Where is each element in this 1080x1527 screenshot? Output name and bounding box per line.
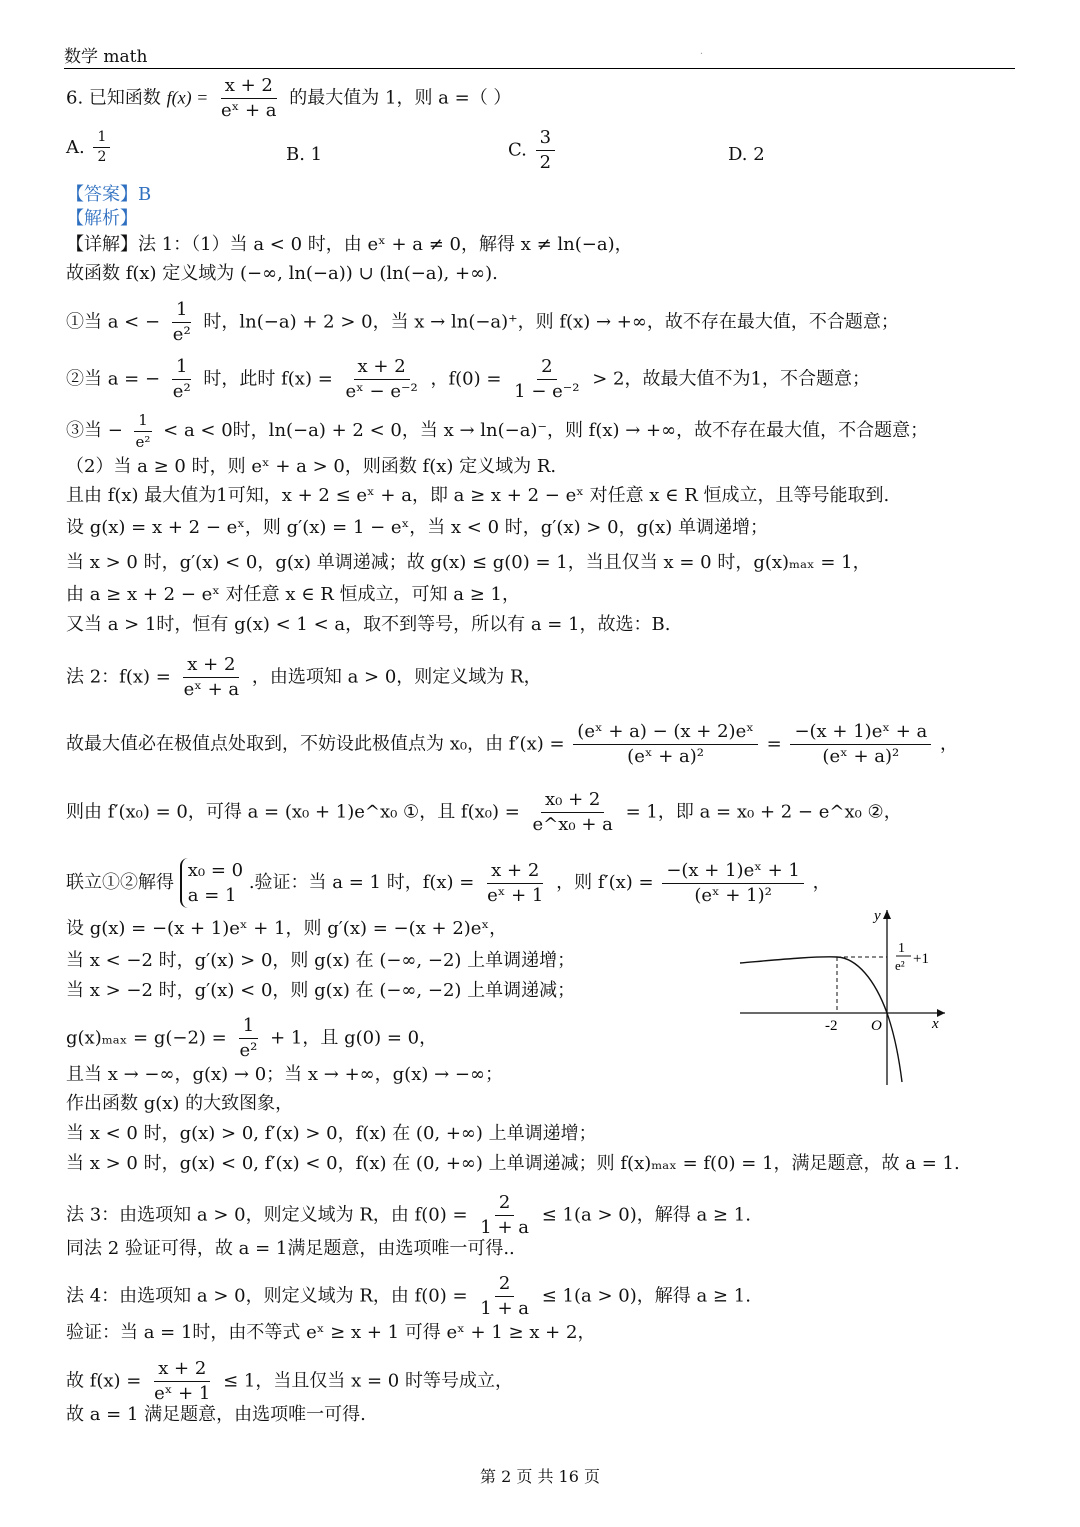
line-part: 法 4：由选项知 a > 0，则定义域为 R，由 f(0) = (66, 1285, 468, 1307)
frac-num: 1 (172, 300, 191, 323)
solution-line (66, 1016, 437, 1061)
solution-line (66, 1193, 751, 1238)
frac-den: (eˣ + a)² (822, 745, 900, 767)
line-part: 则由 f′(x₀) = 0，可得 a = (x₀ + 1)e^x₀ ①，且 f(x₀) = (66, 801, 520, 823)
frac-num: x + 2 (154, 1359, 210, 1382)
frac-num: −(x + 1)eˣ + 1 (662, 861, 804, 884)
line-part: > 2，故最大值不为1，不合题意； (592, 368, 870, 390)
inline-fraction (529, 790, 617, 835)
frac-den: e² (172, 323, 191, 345)
solution-line: 同法 2 验证可得，故 a = 1满足题意，由选项唯一可得.. (66, 1238, 515, 1259)
frac-den: 1 + a (480, 1297, 530, 1319)
inline-fraction (476, 1193, 533, 1238)
answer-text: 【答案】B (66, 184, 152, 205)
frac-num: x₀ + 2 (541, 790, 604, 813)
line-part: 故最大值必在极值点处取到，不妨设此极值点为 x₀，由 f′(x) = (66, 733, 565, 755)
frac-num: x + 2 (487, 861, 543, 884)
tick-label-minus-2: -2 (825, 1018, 838, 1034)
frac-num: −(x + 1)eˣ + a (790, 722, 931, 745)
comma: ， (812, 872, 831, 894)
solution-line: 当 x < 0 时，g(x) > 0, f′(x) > 0，f(x) 在 (0, +∞) 上单调递增； (66, 1123, 597, 1144)
system-eq: a = 1 (187, 885, 237, 907)
frac-num: 1 (93, 130, 110, 148)
line-part: ≤ 1(a > 0)，解得 a ≥ 1. (541, 1204, 751, 1226)
solution-line: 当 x < −2 时，g′(x) > 0，则 g(x) 在 (−∞, −2) 上单调递增； (66, 950, 576, 971)
peak-den: e² (895, 958, 905, 973)
frac-num: 2 (537, 357, 556, 380)
option-label: A. (66, 136, 85, 158)
line-part: 时，ln(−a) + 2 > 0，当 x → ln(−a)⁺，则 f(x) → +∞，故不存在最大值，不合题意； (203, 311, 899, 333)
header-mark: . (699, 46, 703, 57)
frac-den: eˣ − e⁻² (345, 380, 418, 402)
frac-den: 1 + a (480, 1216, 530, 1238)
option-b: B. 1 (286, 144, 323, 165)
solution-line (66, 722, 958, 767)
solution-line: 作出函数 g(x) 的大致图象， (66, 1093, 294, 1114)
solution-line: 且当 x → −∞，g(x) → 0；当 x → +∞，g(x) → −∞； (66, 1064, 503, 1085)
frac-num: x + 2 (354, 357, 410, 380)
analysis-tag: 【解析】 (66, 208, 138, 229)
option-d: D. 2 (728, 144, 765, 165)
y-axis-label: y (874, 908, 881, 924)
question-stem (66, 76, 511, 121)
solution-line (66, 357, 870, 402)
line-part: < a < 0时，ln(−a) + 2 < 0，当 x → ln(−a)⁻，则 f(x) → +∞，故不存在最大值，不合题意； (163, 420, 929, 441)
line-part: ≤ 1，当且仅当 x = 0 时等号成立， (223, 1370, 513, 1392)
line-part: 法 3：由选项知 a > 0，则定义域为 R，由 f(0) = (66, 1204, 468, 1226)
solution-line: 【详解】法 1：（1）当 a < 0 时，由 eˣ + a ≠ 0，解得 x ≠ ln(−a)， (66, 234, 633, 255)
frac-den: e^x₀ + a (532, 813, 613, 835)
inline-fraction (236, 1016, 262, 1061)
origin-label: O (871, 1018, 882, 1034)
inline-fraction (180, 655, 244, 700)
inline-fraction (342, 357, 422, 402)
frac-num: x + 2 (221, 76, 277, 99)
equation-system (180, 858, 243, 908)
solution-line: 故 a = 1 满足题意，由选项唯一可得. (66, 1404, 366, 1425)
frac-den: eˣ + 1 (154, 1382, 211, 1404)
peak-plus: +1 (913, 951, 929, 967)
solution-line: 当 x > 0 时，g′(x) < 0，g(x) 单调递减；故 g(x) ≤ g(0) = 1，当且仅当 x = 0 时，g(x)ₘₐₓ = 1， (66, 552, 871, 573)
inline-fraction (790, 722, 931, 767)
page-header (64, 42, 1015, 69)
option-c (508, 128, 558, 173)
option-label: C. (508, 139, 527, 161)
frac-num: 3 (536, 128, 555, 151)
inline-fraction (169, 300, 195, 345)
frac-den: e² (135, 432, 151, 451)
solution-line: 又当 a > 1时，恒有 g(x) < 1 < a，取不到等号，所以有 a = 1，故选：B. (66, 614, 671, 635)
solution-line (66, 655, 542, 700)
line-part: 故 f(x) = (66, 1370, 142, 1392)
frac-den: (eˣ + a)² (627, 745, 704, 767)
answer-tag (66, 184, 151, 206)
solution-line: 由 a ≥ x + 2 − eˣ 对任意 x ∈ R 恒成立，可知 a ≥ 1， (66, 584, 520, 605)
inline-fraction (150, 1359, 214, 1404)
frac-num: 2 (495, 1274, 514, 1297)
inline-fraction (132, 412, 155, 450)
frac-num: (eˣ + a) − (x + 2)eˣ (573, 722, 758, 745)
option-a (66, 130, 113, 166)
solution-line (66, 790, 902, 835)
solution-line (66, 300, 899, 345)
solution-line: 故函数 f(x) 定义域为 (−∞, ln(−a)) ∪ (ln(−a), +∞). (66, 263, 498, 284)
line-part: 法 2：f(x) = (66, 666, 171, 688)
option-fraction (536, 128, 555, 173)
frac-num: 1 (239, 1016, 258, 1039)
inline-fraction (169, 357, 195, 402)
equals-sign: = (766, 733, 782, 755)
inline-fraction (483, 861, 547, 906)
frac-num: 2 (495, 1193, 514, 1216)
solution-line: 当 x > −2 时，g′(x) < 0，则 g(x) 在 (−∞, −2) 上单调递减； (66, 980, 576, 1001)
solution-line: （2）当 a ≥ 0 时，则 eˣ + a > 0，则函数 f(x) 定义域为 R. (66, 456, 557, 477)
inline-fraction (662, 861, 804, 906)
line-part: 时，此时 f(x) = (203, 368, 333, 390)
frac-den: eˣ + 1 (487, 884, 544, 906)
line-part: ，由选项知 a > 0，则定义域为 R， (251, 666, 542, 688)
frac-den: eˣ + a (183, 678, 240, 700)
question-prefix: 6. 已知函数 (66, 87, 161, 109)
option-fraction (93, 130, 110, 166)
function-graph (735, 900, 955, 1090)
line-part: ①当 a < − (66, 311, 161, 333)
line-part: g(x)ₘₐₓ = g(−2) = (66, 1027, 227, 1049)
solution-line (66, 858, 831, 908)
line-part: .验证：当 a = 1 时，f(x) = (248, 872, 475, 894)
peak-num: 1 (898, 941, 905, 956)
page-footer: 第 2 页 共 16 页 (480, 1467, 600, 1486)
frac-den: 2 (539, 151, 552, 173)
frac-den: eˣ + a (221, 99, 277, 121)
line-part: + 1，且 g(0) = 0， (270, 1027, 438, 1049)
question-fraction (217, 76, 281, 121)
frac-den: e² (239, 1039, 258, 1061)
solution-line (66, 412, 928, 450)
line-part: ≤ 1(a > 0)，解得 a ≥ 1. (541, 1285, 751, 1307)
solution-line: 验证：当 a = 1时，由不等式 eˣ ≥ x + 1 可得 eˣ + 1 ≥ x + 2， (66, 1322, 596, 1343)
question-suffix: 的最大值为 1，则 a =（ ） (289, 87, 512, 109)
solution-line: 设 g(x) = x + 2 − eˣ，则 g′(x) = 1 − eˣ，当 x < 0 时，g′(x) > 0，g(x) 单调递增； (66, 517, 769, 538)
line-part: = 1，即 a = x₀ + 2 − e^x₀ ②， (625, 801, 902, 823)
frac-den: 2 (97, 149, 107, 166)
solution-line: 当 x > 0 时，g(x) < 0, f′(x) < 0，f(x) 在 (0, +∞) 上单调递减；则 f(x)ₘₐₓ = f(0) = 1，满足题意，故 a = 1. (66, 1153, 960, 1174)
system-eq: x₀ = 0 (187, 860, 244, 881)
x-axis-label: x (932, 1016, 939, 1032)
comma: ， (939, 733, 958, 755)
question-lhs: f(x) = (166, 87, 209, 108)
solution-line (66, 1274, 751, 1319)
frac-den: e² (172, 380, 191, 402)
frac-den: 1 − e⁻² (514, 380, 580, 402)
frac-num: x + 2 (183, 655, 239, 678)
solution-line: 且由 f(x) 最大值为1可知，x + 2 ≤ eˣ + a，即 a ≥ x + 2 − eˣ 对任意 x ∈ R 恒成立，且等号能取到. (66, 485, 890, 506)
frac-num: 1 (172, 357, 191, 380)
line-part: ，则 f′(x) = (556, 872, 654, 894)
frac-num: 1 (134, 412, 152, 432)
frac-den: (eˣ + 1)² (694, 884, 772, 906)
inline-fraction (476, 1274, 533, 1319)
solution-line: 设 g(x) = −(x + 1)eˣ + 1，则 g′(x) = −(x + 2)eˣ， (66, 918, 508, 939)
solution-line (66, 1359, 513, 1404)
line-part: ，f(0) = (430, 368, 502, 390)
y-axis-arrow (883, 910, 891, 919)
line-part: ③当 − (66, 420, 123, 441)
line-part: 联立①②解得 (66, 872, 174, 894)
line-part: ②当 a = − (66, 368, 161, 390)
inline-fraction (573, 722, 758, 767)
header-subject: 数学 math (64, 47, 148, 67)
inline-fraction (510, 357, 583, 402)
